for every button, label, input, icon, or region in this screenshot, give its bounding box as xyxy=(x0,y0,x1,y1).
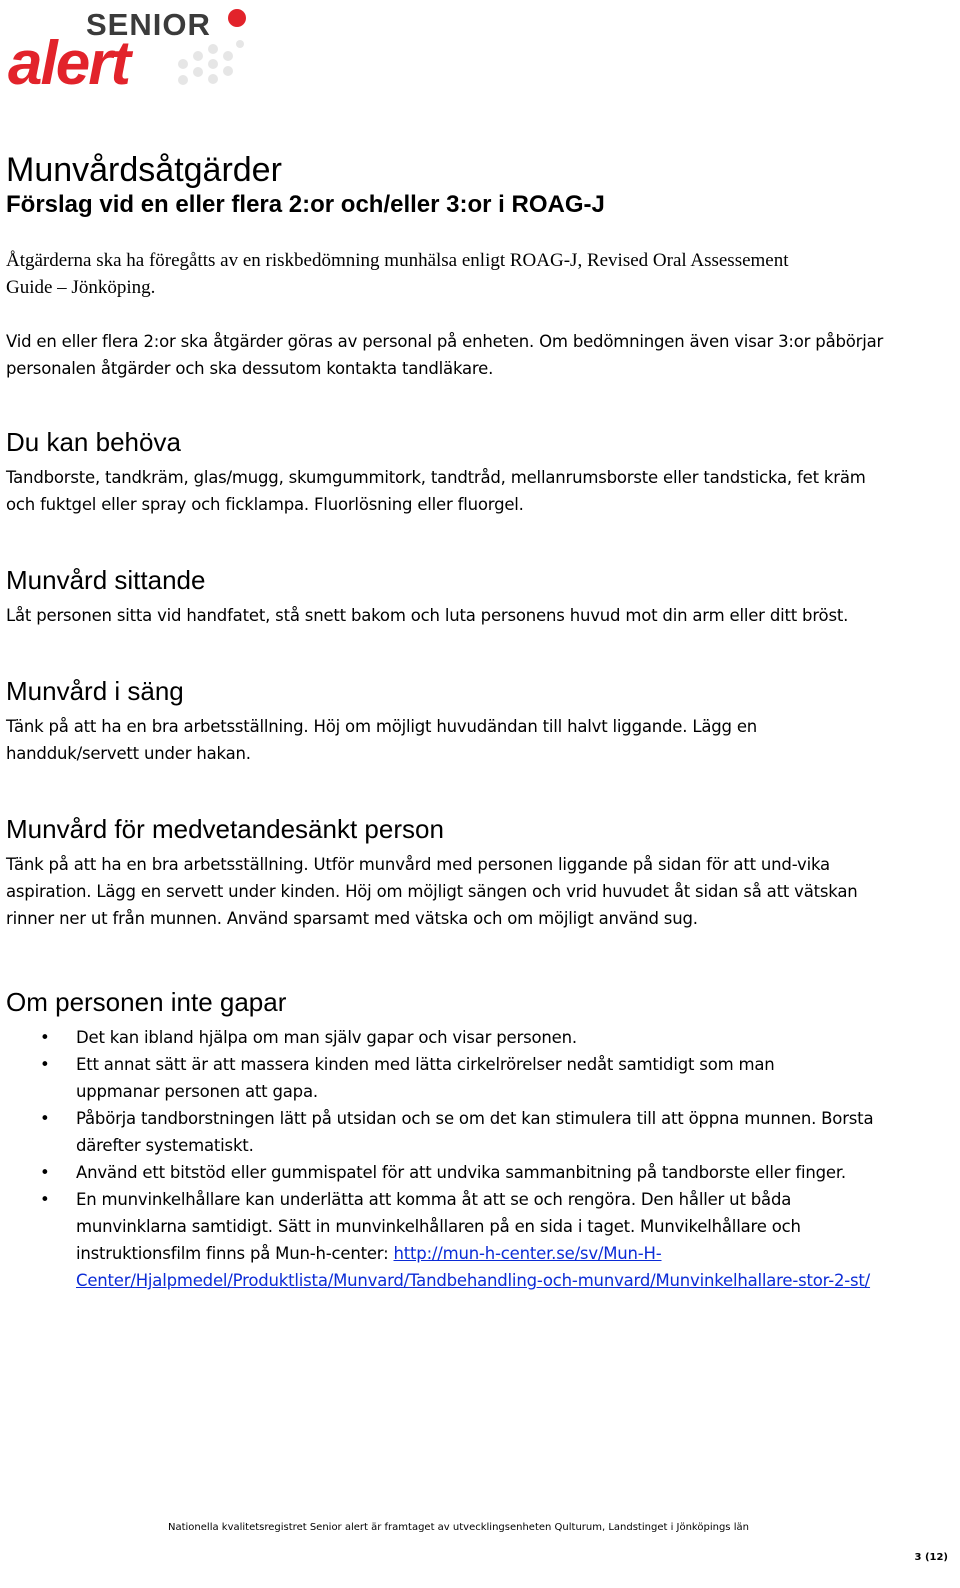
bullet-icon: • xyxy=(40,1028,50,1047)
logo-dots xyxy=(178,40,244,85)
list-item-text: En munvinkelhållare kan underlätta att komma åt att se och rengöra. Den håller ut båda munvinklarna samtidigt. Sätt in munvinkelhållaren på en sida i taget. Munvikelhållare och instruktionsfilm finns på Mun-h-center: xyxy=(76,1190,801,1263)
document-body xyxy=(6,150,926,1294)
list-item xyxy=(6,1051,856,1105)
section-text-munvard-i-sang: Tänk på att ha en bra arbetsställning. Höj om möjligt huvudändan till halvt liggande. Lägg en handduk/servett under hakan. xyxy=(6,717,758,763)
bullet-icon: • xyxy=(40,1163,50,1182)
list-item xyxy=(6,1024,896,1051)
gapar-bullet-list xyxy=(6,1024,926,1294)
section-text-du-kan-behova: Tandborste, tandkräm, glas/mugg, skumgummitork, tandtråd, mellanrumsborste eller tandsticka, fet kräm och fuktgel eller spray och ficklampa. Fluorlösning eller fluorgel. xyxy=(6,468,866,514)
logo-bottom-word: alert xyxy=(8,29,129,92)
intro-paragraph-1: Åtgärderna ska ha föregåtts av en riskbedömning munhälsa enligt ROAG-J, Revised Oral Assessement Guide – Jönköping. xyxy=(6,250,789,298)
page-title: Munvårdsåtgärder xyxy=(6,151,282,189)
section-heading-om-personen-inte-gapar: Om personen inte gapar xyxy=(6,987,287,1017)
footer-text: Nationella kvalitetsregistret Senior alert är framtaget av utvecklingsenheten Qulturum, Landstinget i Jönköpings län xyxy=(168,1522,749,1533)
list-item-text: Använd ett bitstöd eller gummispatel för att undvika sammanbitning på tandborste eller finger. xyxy=(76,1163,846,1182)
bullet-icon: • xyxy=(40,1055,50,1074)
logo-red-dot xyxy=(228,9,246,27)
section-text-munvard-sittande: Låt personen sitta vid handfatet, stå snett bakom och luta personens huvud mot din arm eller ditt bröst. xyxy=(6,606,849,625)
section-heading-du-kan-behova: Du kan behöva xyxy=(6,427,181,457)
bullet-icon: • xyxy=(40,1190,50,1209)
list-item xyxy=(6,1159,881,1186)
list-item-text: Ett annat sätt är att massera kinden med lätta cirkelrörelser nedåt samtidigt som man uppmanar personen att gapa. xyxy=(76,1055,775,1101)
page-number: 3 (12) xyxy=(914,1552,948,1563)
bullet-icon: • xyxy=(40,1109,50,1128)
list-item-text: Påbörja tandborstningen lätt på utsidan och se om det kan stimulera till att öppna munnen. Borsta därefter systematiskt. xyxy=(76,1109,874,1155)
senior-alert-logo xyxy=(8,4,248,92)
intro-paragraph-2: Vid en eller flera 2:or ska åtgärder göras av personal på enheten. Om bedömningen även visar 3:or påbörjar personalen åtgärder och ska dessutom kontakta tandläkare. xyxy=(6,332,884,378)
page-subtitle: Förslag vid en eller flera 2:or och/eller 3:or i ROAG-J xyxy=(6,191,605,218)
section-text-medvetandesankt: Tänk på att ha en bra arbetsställning. Utför munvård med personen liggande på sidan för att und-vika aspiration. Lägg en servett under kinden. Höj om möjligt sängen och vrid huvudet åt sidan så att vätskan rinner ner ut från munnen. Använd sparsamt med vätska och om möjligt använd sug. xyxy=(6,855,858,928)
logo-top-word: SENIOR xyxy=(86,7,211,42)
list-item-text: Det kan ibland hjälpa om man själv gapar och visar personen. xyxy=(76,1028,577,1047)
section-heading-medvetandesankt: Munvård för medvetandesänkt person xyxy=(6,814,444,844)
section-heading-munvard-sittande: Munvård sittande xyxy=(6,565,206,595)
list-item xyxy=(6,1186,896,1294)
section-heading-munvard-i-sang: Munvård i säng xyxy=(6,676,184,706)
list-item xyxy=(6,1105,911,1159)
mun-h-center-link[interactable]: http://mun-h-center.se/sv/Mun-H-Center/Hjalpmedel/Produktlista/Munvard/Tandbehandling-och-munvard/Munvinkelhallare-stor-2-st/ xyxy=(76,1244,871,1290)
